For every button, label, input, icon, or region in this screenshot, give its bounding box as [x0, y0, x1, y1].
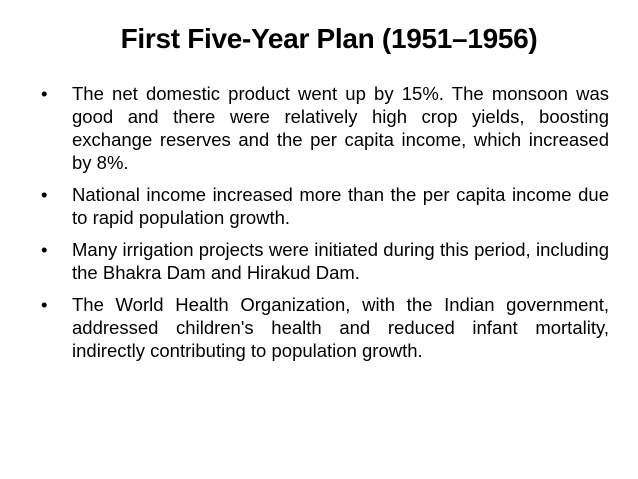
bullet-item: [41, 238, 609, 284]
bullet-icon: •: [41, 83, 48, 104]
bullet-item: [41, 183, 609, 229]
bullet-text: The net domestic product went up by 15%. The monsoon was good and there were relatively high crop yields, boosting exchange reserves and the per capita income, which increased by 8%.: [72, 83, 609, 173]
slide-title: First Five-Year Plan (1951–1956): [120, 23, 538, 54]
bullet-list: [41, 82, 609, 371]
bullet-text: Many irrigation projects were initiated during this period, including the Bhakra Dam and Hirakud Dam.: [72, 239, 609, 283]
bullet-icon: •: [41, 184, 48, 205]
bullet-item: [41, 293, 609, 362]
bullet-text: The World Health Organization, with the Indian government, addressed children's health and reduced infant mortality, indirectly contributing to population growth.: [72, 294, 609, 361]
bullet-icon: •: [41, 294, 48, 315]
bullet-icon: •: [41, 239, 48, 260]
bullet-text: National income increased more than the per capita income due to rapid population growth.: [72, 184, 609, 228]
bullet-item: [41, 82, 609, 174]
